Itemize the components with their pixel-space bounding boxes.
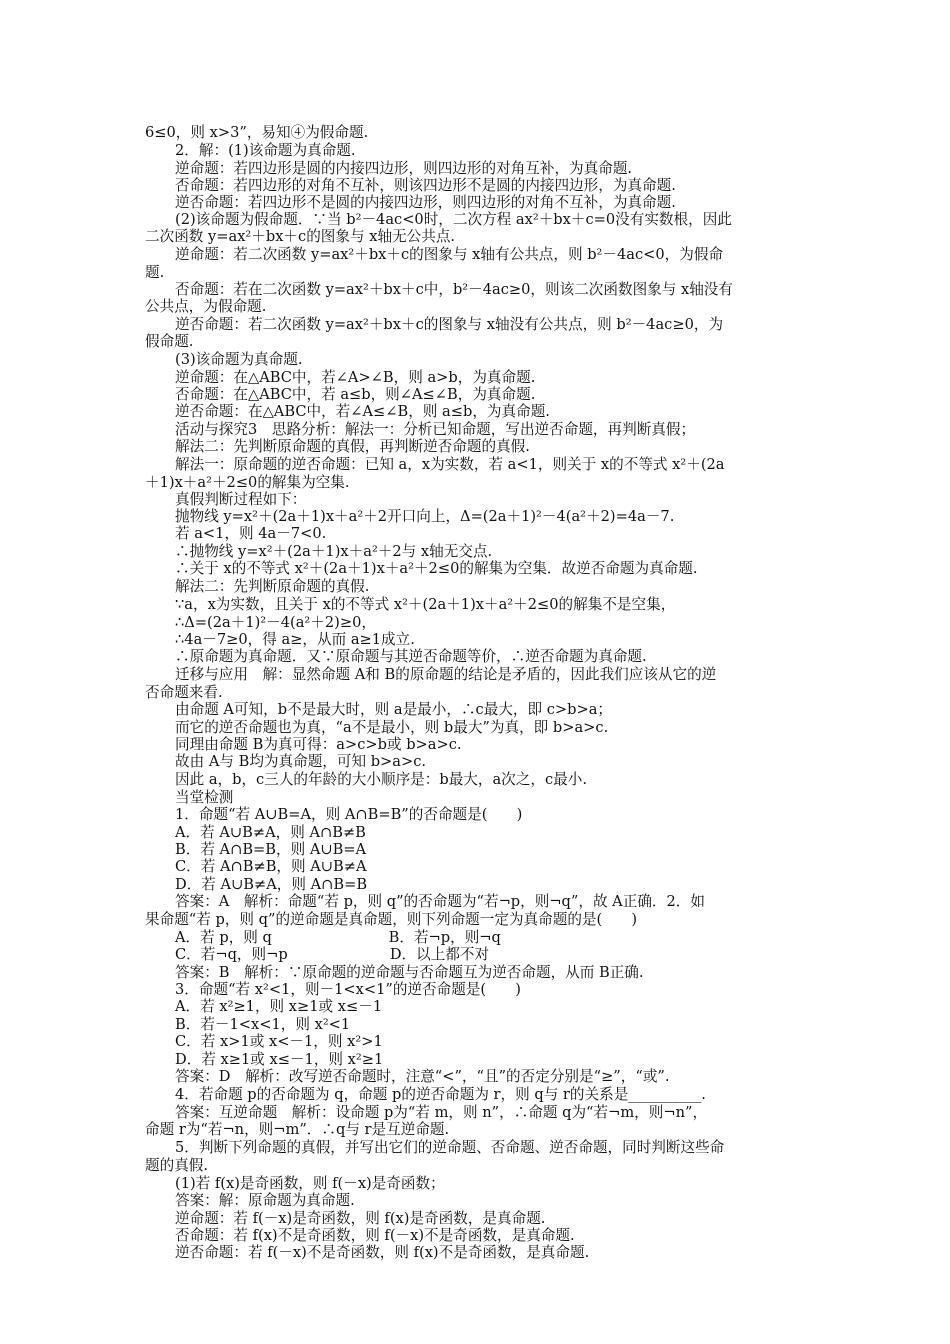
text-line: 而它的逆否命题也为真，“a不是最小，则 b最大”为真，即 b>a>c.	[175, 719, 609, 736]
text-line: (1)若 f(x)是奇函数，则 f(－x)是奇函数；	[175, 1175, 445, 1192]
text-line: (2)该命题为假命题．∵当 b²－4ac<0时，二次方程 ax²＋bx＋c=0没有实数根，因此	[175, 211, 732, 228]
text-line: 否命题：若 f(x)不是奇函数，则 f(－x)不是奇函数，是真命题.	[175, 1227, 575, 1244]
text-line: 否命题：若在二次函数 y=ax²＋bx＋c中，b²－4ac≥0，则该二次函数图象与 x轴没有	[175, 281, 733, 298]
text-line: ∴原命题为真命题．又∵原命题与其逆否命题等价，∴逆否命题为真命题.	[175, 648, 647, 665]
text-line: C．若¬q，则¬p D．以上都不对	[175, 946, 490, 963]
text-line: 逆否命题：若四边形不是圆的内接四边形，则四边形的对角不互补，为真命题.	[175, 194, 676, 211]
text-line: 假命题.	[145, 333, 194, 350]
text-line: 否命题来看.	[145, 684, 223, 701]
text-line: ＋1)x＋a²＋2≤0的解集为空集.	[145, 474, 350, 491]
text-line: 逆否命题：若 f(－x)不是奇函数，则 f(x)不是奇函数，是真命题.	[175, 1244, 590, 1261]
text-line: 6≤0，则 x>3”，易知④为假命题.	[145, 124, 369, 141]
text-line: 公共点，为假命题.	[145, 298, 267, 315]
text-line: 同理由命题 B为真可得：a>c>b或 b>a>c.	[175, 736, 462, 753]
text-line: 逆否命题：若二次函数 y=ax²＋bx＋c的图象与 x轴没有公共点，则 b²－4ac≥0，为	[175, 316, 724, 333]
text-line: ∵a，x为实数，且关于 x的不等式 x²＋(2a＋1)x＋a²＋2≤0的解集不是空集，	[175, 596, 676, 613]
text-line: 5．判断下列命题的真假，并写出它们的逆命题、否命题、逆否命题，同时判断这些命	[175, 1139, 725, 1156]
text-line: 逆否命题：在△ABC中，若∠A≤∠B，则 a≤b，为真命题.	[175, 403, 550, 420]
text-line: 命题 r为“若¬n，则¬m”．∴q与 r是互逆命题.	[145, 1121, 450, 1138]
text-line: D．若 x≥1或 x≤－1，则 x²≥1	[175, 1051, 384, 1068]
text-line: 若 a<1，则 4a－7<0.	[175, 525, 327, 542]
text-line: 迁移与应用 解：显然命题 A和 B的原命题的结论是矛盾的，因此我们应该从它的逆	[175, 666, 717, 683]
text-line: 4．若命题 p的否命题为 q，命题 p的逆否命题为 r，则 q与 r的关系是__________.	[175, 1086, 706, 1103]
text-line: 解法二：先判断原命题的真假，再判断逆否命题的真假.	[175, 438, 530, 455]
text-line: 故由 A与 B均为真命题，可知 b>a>c.	[175, 753, 427, 770]
text-line: C．若 x>1或 x<－1，则 x²>1	[175, 1033, 383, 1050]
text-line: 解法二：先判断原命题的真假.	[175, 578, 370, 595]
text-line: A．若 x²≥1，则 x≥1或 x≤－1	[175, 998, 383, 1015]
text-line: 3．命题“若 x²<1，则－1<x<1”的逆否命题是( )	[175, 981, 521, 998]
text-line: 果命题“若 p，则 q”的逆命题是真命题，则下列命题一定为真命题的是( )	[145, 911, 638, 928]
text-line: ∴Δ=(2a＋1)²－4(a²＋2)≥0，	[175, 614, 376, 631]
text-line: B．若 A∩B=B，则 A∪B=A	[175, 841, 367, 858]
text-line: 否命题：在△ABC中，若 a≤b，则∠A≤∠B，为真命题.	[175, 386, 536, 403]
text-line: 否命题：若四边形的对角不互补，则该四边形不是圆的内接四边形，为真命题.	[175, 177, 676, 194]
text-line: 题.	[145, 264, 165, 281]
text-line: ∴抛物线 y=x²＋(2a＋1)x＋a²＋2与 x轴无交点.	[175, 543, 493, 560]
text-line: 因此 a，b，c三人的年龄的大小顺序是：b最大，a次之，c最小.	[175, 771, 587, 788]
text-line: C．若 A∩B≠B，则 A∪B≠A	[175, 858, 367, 875]
text-line: 逆命题：若四边形是圆的内接四边形，则四边形的对角互补，为真命题.	[175, 160, 633, 177]
text-line: 由命题 A可知，b不是最大时，则 a是最小，∴c最大，即 c>b>a；	[175, 701, 613, 718]
text-line: 1．命题“若 A∪B=A，则 A∩B=B”的否命题是( )	[175, 806, 523, 823]
text-line: 逆命题：若二次函数 y=ax²＋bx＋c的图象与 x轴有公共点，则 b²－4ac<0，为假命	[175, 246, 724, 263]
text-line: 抛物线 y=x²＋(2a＋1)x＋a²＋2开口向上，Δ=(2a＋1)²－4(a²＋2)=4a－7.	[175, 508, 675, 525]
text-line: (3)该命题为真命题.	[175, 351, 303, 368]
text-line: 答案：互逆命题 解析：设命题 p为“若 m，则 n”，∴命题 q为“若¬m，则¬n”，	[175, 1104, 708, 1121]
text-line: 答案：B 解析：∵原命题的逆命题与否命题互为逆否命题，从而 B正确.	[175, 964, 644, 981]
text-line: ∴4a－7≥0，得 a≥，从而 a≥1成立.	[175, 631, 415, 648]
text-line: ∴关于 x的不等式 x²＋(2a＋1)x＋a²＋2≤0的解集为空集．故逆否命题为真命题.	[175, 560, 698, 577]
text-line: 逆命题：若 f(－x)是奇函数，则 f(x)是奇函数，是真命题.	[175, 1210, 546, 1227]
text-line: D．若 A∪B≠A，则 A∩B=B	[175, 876, 368, 893]
text-line: 答案：A 解析：命题“若 p，则 q”的否命题为“若¬p，则¬q”，故 A正确．2．如	[175, 893, 705, 910]
text-line: 真假判断过程如下：	[175, 491, 307, 508]
text-line: 2．解：(1)该命题为真命题.	[175, 142, 356, 159]
text-line: 解法一：原命题的逆否命题：已知 a，x为实数，若 a<1，则关于 x的不等式 x²＋(2a	[175, 456, 725, 473]
text-line: A．若 p，则 q B．若¬p，则¬q	[175, 929, 501, 946]
text-line: A．若 A∪B≠A，则 A∩B≠B	[175, 824, 366, 841]
text-line: 答案：D 解析：改写逆否命题时，注意“<”，“且”的否定分别是“≥”，“或”.	[175, 1068, 670, 1085]
text-line: 二次函数 y=ax²＋bx＋c的图象与 x轴无公共点.	[145, 228, 456, 245]
text-line: 答案：解：原命题为真命题.	[175, 1192, 355, 1209]
text-line: B．若－1<x<1，则 x²<1	[175, 1016, 351, 1033]
text-line: 题的真假.	[145, 1157, 209, 1174]
text-line: 逆命题：在△ABC中，若∠A>∠B，则 a>b，为真命题.	[175, 369, 536, 386]
text-line: 活动与探究3 思路分析：解法一：分析已知命题，写出逆否命题，再判断真假；	[175, 421, 696, 438]
text-line: 当堂检测	[175, 789, 234, 806]
